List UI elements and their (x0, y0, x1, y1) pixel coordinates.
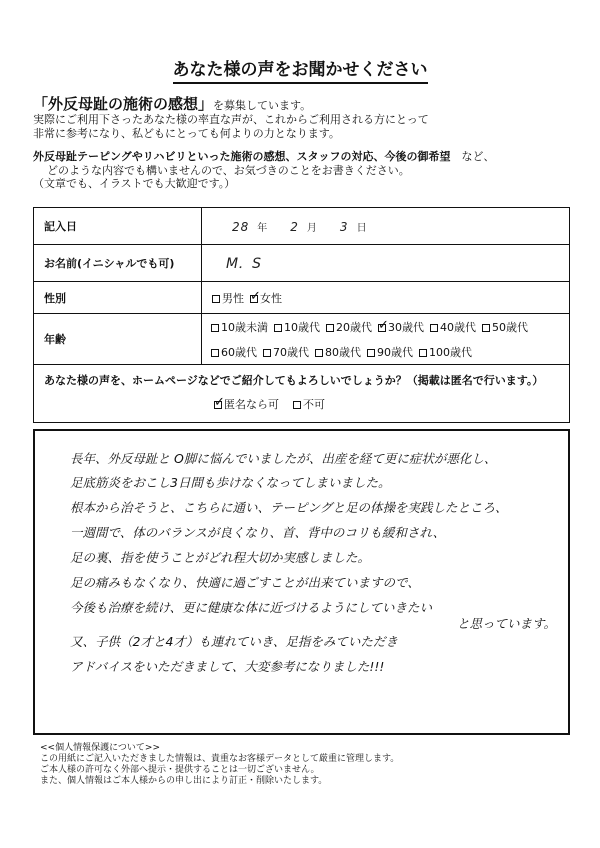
consent-row (34, 365, 570, 423)
age-option[interactable]: 50歳代 (482, 319, 528, 335)
checkbox-no[interactable] (293, 401, 301, 409)
age-option[interactable]: 40歳代 (430, 319, 476, 335)
age-option[interactable]: 100歳代 (419, 344, 472, 360)
consent-option-no[interactable]: 不可 (293, 396, 325, 412)
age-option[interactable]: 80歳代 (315, 344, 361, 360)
checkbox-male[interactable] (212, 295, 220, 303)
privacy-notice: <<個人情報保護について>> この用紙にご記入いただきました情報は、貴重なお客様データとして厳重に管理します。 ご本人様の許可なく外部へ提示・提供することは一切ございません。 また、個人情報はご本人様からの申し出により訂正・削除いたします。 (40, 743, 400, 786)
date-row (34, 208, 570, 245)
consent-option-anonymous[interactable]: ✓匿名なら可 (214, 396, 279, 412)
gender-label: 性別 (34, 282, 202, 314)
name-label: お名前(イニシャルでも可) (34, 245, 202, 282)
name-row (34, 245, 570, 282)
checkbox-female[interactable] (250, 295, 258, 303)
age-option[interactable]: ✓ 30歳代 (378, 319, 424, 335)
comment-line: と思っています。 (457, 616, 557, 631)
comment-line: アドバイスをいただきまして、大変参考になりました!!! (70, 659, 385, 674)
checkbox-anonymous[interactable] (214, 401, 222, 409)
age-row (34, 314, 570, 365)
age-option[interactable]: 90歳代 (367, 344, 413, 360)
comment-line: 足の裏、指を使うことがどれ程大切か実感しました。 (70, 550, 371, 565)
comment-line: 又、子供（2才と4才）も連れていき、足指をみていただき (70, 634, 398, 649)
gender-option-male[interactable]: 男性 (212, 290, 244, 306)
age-options (211, 319, 569, 360)
comment-line: 一週間で、体のバランスが良くなり、首、背中のコリも緩和され、 (70, 525, 446, 540)
comment-line: 足の痛みもなくなり、快適に過ごすことが出来ていますので、 (70, 575, 420, 590)
intro-lead: 「外反母趾の施術の感想」 (33, 95, 214, 113)
age-label: 年齢 (34, 314, 202, 365)
intro-text: 「外反母趾の施術の感想」を募集しています。 実際にご利用下さったあなた様の率直な声が、これからご利用される方にとって 非常に参考になり、私どもにとっても何よりの力となります。 (33, 95, 429, 140)
survey-form (33, 207, 570, 423)
age-option[interactable]: 10歳未満 (211, 319, 268, 335)
name-field[interactable]: M．S (202, 245, 570, 282)
date-field[interactable]: 28 年 2 月 3 日 (202, 208, 570, 245)
comment-line: 長年、外反母趾と O脚に悩んでいましたが、出産を経て更に症状が悪化し、 (70, 451, 497, 466)
gender-option-female[interactable]: ✓ 女性 (250, 290, 282, 306)
date-label: 記入日 (34, 208, 202, 245)
gender-row (34, 282, 570, 314)
comment-line: 今後も治療を続け、更に健康な体に近づけるようにしていきたい (70, 600, 433, 615)
age-option[interactable]: 60歳代 (211, 344, 257, 360)
page-title: あなた様の声をお聞かせください (0, 55, 600, 80)
consent-options (34, 392, 569, 422)
age-option[interactable]: 70歳代 (263, 344, 309, 360)
age-option[interactable]: 10歳代 (274, 319, 320, 335)
instructions-text: 外反母趾テーピングやリハビリといった施術の感想、スタッフの対応、今後の御希望 など、 どのような内容でも構いませんので、お気づきのことをお書きください。 （文章でも、イラストでも大歓迎です。） (33, 150, 495, 190)
gender-options (212, 290, 569, 306)
comment-box[interactable] (33, 429, 570, 735)
comment-line: 足底筋炎をおこし3日間も歩けなくなってしまいました。 (70, 475, 391, 490)
consent-question: あなた様の声を、ホームページなどでご紹介してもよろしいでしょうか？（掲載は匿名で行います。） (44, 374, 544, 387)
age-option[interactable]: 20歳代 (326, 319, 372, 335)
comment-line: 根本から治そうと、こちらに通い、テーピングと足の体操を実践したところ、 (70, 500, 508, 515)
